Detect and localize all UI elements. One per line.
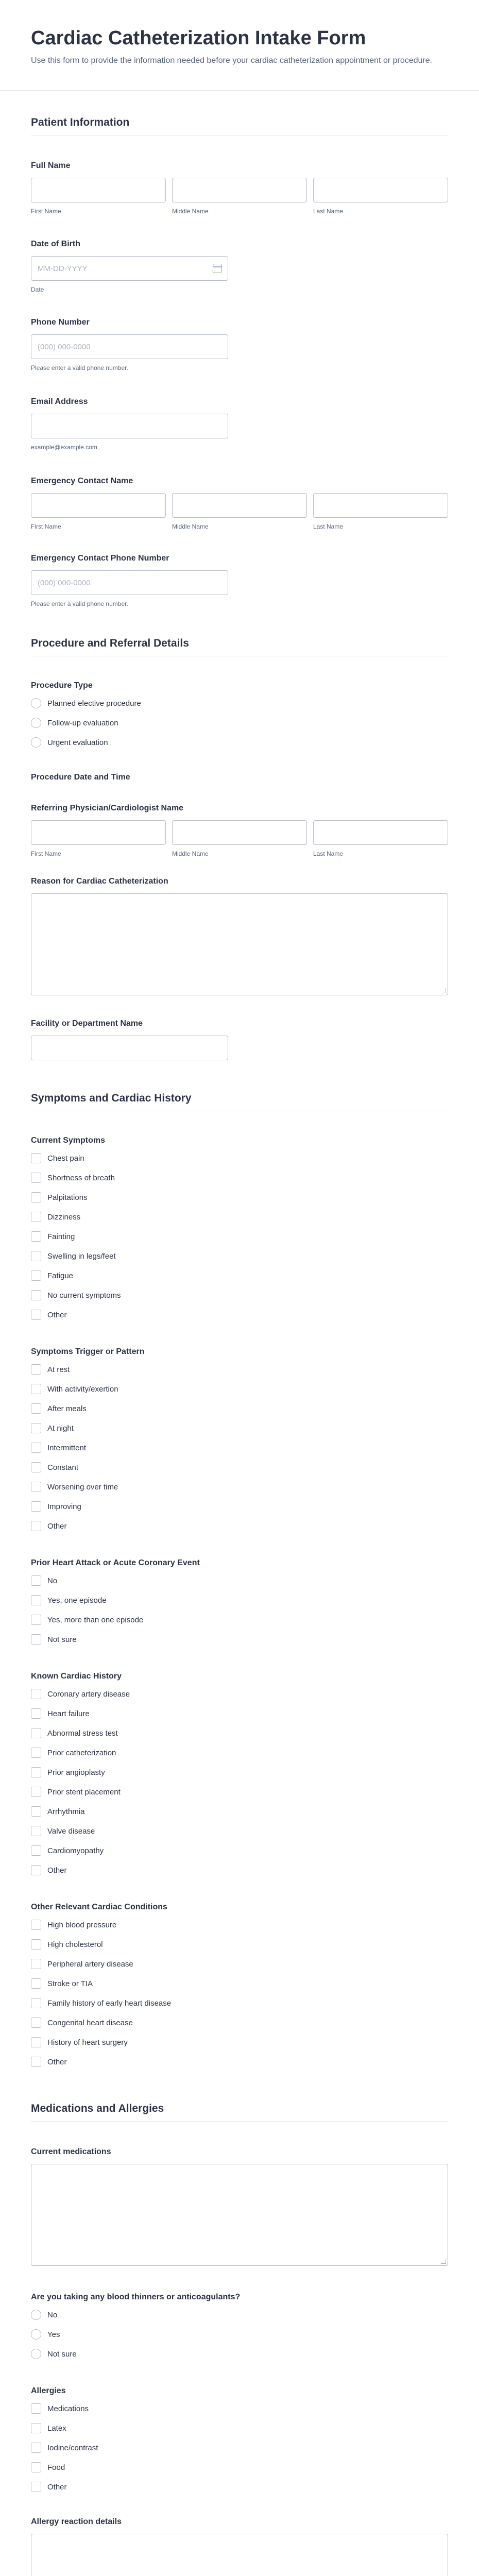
option-label: Urgent evaluation bbox=[47, 738, 108, 747]
current-symptoms-question bbox=[31, 1111, 448, 1325]
section-title-procedure: Procedure and Referral Details bbox=[31, 637, 448, 656]
email-input[interactable] bbox=[31, 414, 228, 438]
current-meds-label: Current medications bbox=[31, 2147, 111, 2157]
checkbox[interactable] bbox=[31, 1290, 41, 1300]
checkbox[interactable] bbox=[31, 1634, 41, 1645]
resize-grip-icon[interactable] bbox=[441, 2259, 446, 2264]
conditions-question bbox=[31, 1880, 448, 2072]
referring-middle-name-input[interactable] bbox=[172, 820, 307, 845]
condition-option[interactable] bbox=[31, 1954, 448, 1974]
trigger-option[interactable] bbox=[31, 1438, 448, 1458]
checkbox[interactable] bbox=[31, 1865, 41, 1875]
history-question bbox=[31, 1649, 448, 1880]
history-label: Known Cardiac History bbox=[31, 1672, 122, 1681]
allergy-option[interactable] bbox=[31, 2438, 448, 2458]
condition-option[interactable] bbox=[31, 1993, 448, 2013]
trigger-label: Symptoms Trigger or Pattern bbox=[31, 1347, 145, 1357]
option-label: Chest pain bbox=[47, 1154, 84, 1163]
trigger-option[interactable] bbox=[31, 1379, 448, 1399]
procedure-datetime-label: Procedure Date and Time bbox=[31, 773, 130, 782]
referring-last-name-input[interactable] bbox=[313, 820, 448, 845]
option-label: Cardiomyopathy bbox=[47, 1846, 104, 1855]
option-label: High blood pressure bbox=[47, 1920, 117, 1929]
radio-button[interactable] bbox=[31, 737, 41, 748]
option-label: Other bbox=[47, 2482, 67, 2492]
checkbox[interactable] bbox=[31, 1310, 41, 1320]
option-label: Latex bbox=[47, 2424, 66, 2433]
option-label: Stroke or TIA bbox=[47, 1979, 93, 1988]
procedure-type-question bbox=[31, 656, 448, 752]
option-label: Heart failure bbox=[47, 1709, 90, 1718]
meds-section bbox=[0, 2072, 479, 2576]
emergency-phone-question bbox=[31, 530, 448, 607]
trigger-option[interactable] bbox=[31, 1516, 448, 1536]
history-option[interactable] bbox=[31, 1860, 448, 1880]
phone-sublabel: Please enter a valid phone number. bbox=[31, 364, 128, 372]
prior-attack-option[interactable] bbox=[31, 1571, 448, 1590]
dob-label: Date of Birth bbox=[31, 240, 80, 249]
option-label: Family history of early heart disease bbox=[47, 1998, 172, 2008]
current-symptom-option[interactable] bbox=[31, 1266, 448, 1285]
checkbox[interactable] bbox=[31, 2403, 41, 2414]
trigger-option[interactable] bbox=[31, 1497, 448, 1516]
emergency-phone-input[interactable] bbox=[31, 570, 228, 595]
section-title-patient: Patient Information bbox=[31, 116, 448, 135]
option-label: At night bbox=[47, 1423, 74, 1433]
checkbox[interactable] bbox=[31, 1501, 41, 1512]
dob-sublabel: Date bbox=[31, 286, 44, 294]
prior-attack-option[interactable] bbox=[31, 1590, 448, 1610]
phone-question bbox=[31, 293, 448, 371]
referring-last-sublabel: Last Name bbox=[313, 850, 344, 858]
checkbox[interactable] bbox=[31, 1423, 41, 1433]
procedure-type-option[interactable] bbox=[31, 733, 448, 752]
symptoms-section bbox=[0, 1060, 479, 2072]
checkbox[interactable] bbox=[31, 1998, 41, 2008]
emergency-name-label: Emergency Contact Name bbox=[31, 477, 133, 486]
option-label: Other bbox=[47, 1521, 67, 1531]
condition-option[interactable] bbox=[31, 1915, 448, 1935]
thinners-label: Are you taking any blood thinners or anticoagulants? bbox=[31, 2293, 241, 2302]
option-label: Intermittent bbox=[47, 1443, 87, 1452]
option-label: Not sure bbox=[47, 1635, 77, 1644]
checkbox[interactable] bbox=[31, 1443, 41, 1453]
option-label: Arrhythmia bbox=[47, 1807, 85, 1816]
checkbox[interactable] bbox=[31, 2037, 41, 2047]
facility-question bbox=[31, 995, 448, 1060]
current-symptom-option[interactable] bbox=[31, 1285, 448, 1305]
reason-textarea[interactable] bbox=[31, 893, 448, 995]
emergency-phone-sublabel: Please enter a valid phone number. bbox=[31, 600, 128, 608]
dob-input[interactable] bbox=[31, 256, 228, 281]
thinners-question bbox=[31, 2266, 448, 2364]
radio-button[interactable] bbox=[31, 2310, 41, 2320]
checkbox[interactable] bbox=[31, 1482, 41, 1492]
emergency-first-name-input[interactable] bbox=[31, 493, 166, 518]
history-option[interactable] bbox=[31, 1684, 448, 1704]
radio-button[interactable] bbox=[31, 718, 41, 728]
checkbox[interactable] bbox=[31, 1384, 41, 1394]
checkbox[interactable] bbox=[31, 2018, 41, 2028]
emergency-name-question bbox=[31, 451, 448, 530]
condition-option[interactable] bbox=[31, 2013, 448, 2032]
referring-first-name-input[interactable] bbox=[31, 820, 166, 845]
trigger-option[interactable] bbox=[31, 1399, 448, 1418]
option-label: Not sure bbox=[47, 2349, 77, 2359]
checkbox[interactable] bbox=[31, 1575, 41, 1586]
option-label: Abnormal stress test bbox=[47, 1728, 118, 1738]
checkbox[interactable] bbox=[31, 2423, 41, 2433]
option-label: Follow-up evaluation bbox=[47, 718, 118, 727]
facility-input[interactable] bbox=[31, 1036, 228, 1060]
trigger-option[interactable] bbox=[31, 1418, 448, 1438]
option-label: History of heart surgery bbox=[47, 2038, 128, 2047]
checkbox[interactable] bbox=[31, 1787, 41, 1797]
current-symptom-option[interactable] bbox=[31, 1188, 448, 1207]
prior-attack-question bbox=[31, 1536, 448, 1649]
checkbox[interactable] bbox=[31, 1920, 41, 1930]
option-label: Valve disease bbox=[47, 1826, 95, 1836]
referring-first-sublabel: First Name bbox=[31, 850, 61, 858]
current-symptom-option[interactable] bbox=[31, 1168, 448, 1188]
history-option[interactable] bbox=[31, 1704, 448, 1723]
option-label: Worsening over time bbox=[47, 1482, 118, 1492]
current-symptom-option[interactable] bbox=[31, 1207, 448, 1227]
allergy-option[interactable] bbox=[31, 2477, 448, 2497]
current-meds-textarea[interactable] bbox=[31, 2164, 448, 2266]
history-option[interactable] bbox=[31, 1743, 448, 1762]
emergency-middle-name-input[interactable] bbox=[172, 493, 307, 518]
checkbox[interactable] bbox=[31, 1173, 41, 1183]
checkbox[interactable] bbox=[31, 1251, 41, 1261]
form-description: Use this form to provide the information needed before your cardiac catheterization appointment or procedure. bbox=[31, 56, 433, 65]
allergies-question bbox=[31, 2364, 448, 2497]
checkbox[interactable] bbox=[31, 1959, 41, 1969]
form-header bbox=[0, 0, 479, 91]
current-symptom-option[interactable] bbox=[31, 1246, 448, 1266]
conditions-label: Other Relevant Cardiac Conditions bbox=[31, 1903, 167, 1912]
reaction-label: Allergy reaction details bbox=[31, 2517, 122, 2527]
current-symptom-option[interactable] bbox=[31, 1148, 448, 1168]
checkbox[interactable] bbox=[31, 1708, 41, 1719]
checkbox[interactable] bbox=[31, 1595, 41, 1605]
option-label: Other bbox=[47, 2057, 67, 2066]
first-name-input[interactable] bbox=[31, 178, 166, 202]
option-label: High cholesterol bbox=[47, 1940, 103, 1949]
checkbox[interactable] bbox=[31, 1364, 41, 1375]
checkbox[interactable] bbox=[31, 1192, 41, 1202]
checkbox[interactable] bbox=[31, 1270, 41, 1281]
option-label: Planned elective procedure bbox=[47, 699, 141, 708]
middle-name-input[interactable] bbox=[172, 178, 307, 202]
procedure-section bbox=[0, 607, 479, 1060]
option-label: Congenital heart disease bbox=[47, 2018, 133, 2027]
condition-option[interactable] bbox=[31, 2052, 448, 2072]
checkbox[interactable] bbox=[31, 1462, 41, 1472]
checkbox[interactable] bbox=[31, 2462, 41, 2472]
checkbox[interactable] bbox=[31, 1767, 41, 1777]
phone-input[interactable] bbox=[31, 334, 228, 359]
option-label: Other bbox=[47, 1310, 67, 1319]
trigger-option[interactable] bbox=[31, 1477, 448, 1497]
option-label: Prior angioplasty bbox=[47, 1768, 105, 1777]
checkbox[interactable] bbox=[31, 2443, 41, 2453]
email-label: Email Address bbox=[31, 397, 88, 406]
option-label: Medications bbox=[47, 2404, 89, 2413]
referring-label: Referring Physician/Cardiologist Name bbox=[31, 804, 184, 813]
procedure-datetime-question bbox=[31, 752, 448, 782]
reaction-question bbox=[31, 2497, 448, 2576]
option-label: No bbox=[47, 2310, 58, 2319]
checkbox[interactable] bbox=[31, 1689, 41, 1699]
email-question bbox=[31, 371, 448, 451]
history-option[interactable] bbox=[31, 1762, 448, 1782]
form-title: Cardiac Catheterization Intake Form bbox=[31, 27, 366, 49]
thinners-option[interactable] bbox=[31, 2325, 448, 2344]
allergy-option[interactable] bbox=[31, 2418, 448, 2438]
option-label: Dizziness bbox=[47, 1212, 81, 1222]
trigger-question bbox=[31, 1325, 448, 1536]
resize-grip-icon[interactable] bbox=[441, 988, 446, 993]
reason-question bbox=[31, 857, 448, 995]
checkbox[interactable] bbox=[31, 1403, 41, 1414]
radio-button[interactable] bbox=[31, 698, 41, 708]
option-label: At rest bbox=[47, 1365, 70, 1374]
checkbox[interactable] bbox=[31, 1615, 41, 1625]
option-label: Fainting bbox=[47, 1232, 75, 1241]
middle-name-sublabel: Middle Name bbox=[172, 208, 209, 215]
option-label: Prior catheterization bbox=[47, 1748, 116, 1757]
referring-question bbox=[31, 789, 448, 857]
history-option[interactable] bbox=[31, 1723, 448, 1743]
option-label: Other bbox=[47, 1866, 67, 1875]
procedure-type-option[interactable] bbox=[31, 693, 448, 713]
emergency-last-sublabel: Last Name bbox=[313, 523, 344, 531]
dob-question bbox=[31, 215, 448, 293]
procedure-type-label: Procedure Type bbox=[31, 681, 93, 690]
trigger-option[interactable] bbox=[31, 1458, 448, 1477]
option-label: Peripheral artery disease bbox=[47, 1959, 133, 1969]
checkbox[interactable] bbox=[31, 2482, 41, 2492]
current-symptom-option[interactable] bbox=[31, 1305, 448, 1325]
checkbox[interactable] bbox=[31, 1939, 41, 1950]
checkbox[interactable] bbox=[31, 1521, 41, 1531]
phone-label: Phone Number bbox=[31, 318, 90, 327]
radio-button[interactable] bbox=[31, 2329, 41, 2340]
referring-middle-sublabel: Middle Name bbox=[172, 850, 209, 858]
section-title-symptoms: Symptoms and Cardiac History bbox=[31, 1092, 448, 1111]
option-label: Yes, one episode bbox=[47, 1596, 107, 1605]
emergency-phone-label: Emergency Contact Phone Number bbox=[31, 554, 169, 563]
history-option[interactable] bbox=[31, 1802, 448, 1821]
condition-option[interactable] bbox=[31, 1974, 448, 1993]
option-label: Food bbox=[47, 2463, 65, 2472]
allergy-option[interactable] bbox=[31, 2399, 448, 2418]
option-label: With activity/exertion bbox=[47, 1384, 118, 1394]
option-label: After meals bbox=[47, 1404, 87, 1413]
history-option[interactable] bbox=[31, 1821, 448, 1841]
full-name-question bbox=[31, 135, 448, 215]
patient-section bbox=[0, 91, 479, 607]
facility-label: Facility or Department Name bbox=[31, 1019, 143, 1028]
option-label: Improving bbox=[47, 1502, 81, 1511]
option-label: Yes bbox=[47, 2330, 60, 2339]
option-label: Prior stent placement bbox=[47, 1787, 121, 1797]
reason-label: Reason for Cardiac Catheterization bbox=[31, 877, 168, 886]
last-name-input[interactable] bbox=[313, 178, 448, 202]
checkbox[interactable] bbox=[31, 1978, 41, 1989]
current-symptoms-label: Current Symptoms bbox=[31, 1136, 106, 1145]
section-title-meds: Medications and Allergies bbox=[31, 2103, 448, 2122]
checkbox[interactable] bbox=[31, 1153, 41, 1163]
allergy-option[interactable] bbox=[31, 2458, 448, 2477]
allergies-label: Allergies bbox=[31, 2386, 66, 2396]
checkbox[interactable] bbox=[31, 2057, 41, 2067]
checkbox[interactable] bbox=[31, 1806, 41, 1817]
condition-option[interactable] bbox=[31, 1935, 448, 1954]
checkbox[interactable] bbox=[31, 1826, 41, 1836]
option-label: Iodine/contrast bbox=[47, 2443, 98, 2452]
full-name-label: Full Name bbox=[31, 161, 71, 171]
thinners-option[interactable] bbox=[31, 2344, 448, 2364]
condition-option[interactable] bbox=[31, 2032, 448, 2052]
option-label: Palpitations bbox=[47, 1193, 88, 1202]
history-option[interactable] bbox=[31, 1841, 448, 1860]
option-label: Fatigue bbox=[47, 1271, 74, 1280]
option-label: Shortness of breath bbox=[47, 1173, 115, 1182]
first-name-sublabel: First Name bbox=[31, 208, 61, 215]
last-name-sublabel: Last Name bbox=[313, 208, 344, 215]
emergency-first-sublabel: First Name bbox=[31, 523, 61, 531]
checkbox[interactable] bbox=[31, 1748, 41, 1758]
checkbox[interactable] bbox=[31, 1728, 41, 1738]
emergency-middle-sublabel: Middle Name bbox=[172, 523, 209, 531]
option-label: Yes, more than one episode bbox=[47, 1615, 144, 1624]
option-label: Constant bbox=[47, 1463, 79, 1472]
option-label: No bbox=[47, 1576, 58, 1585]
prior-attack-option[interactable] bbox=[31, 1610, 448, 1630]
emergency-last-name-input[interactable] bbox=[313, 493, 448, 518]
reaction-textarea[interactable] bbox=[31, 2534, 448, 2576]
calendar-icon[interactable] bbox=[213, 264, 222, 273]
prior-attack-label: Prior Heart Attack or Acute Coronary Event bbox=[31, 1558, 200, 1568]
procedure-type-option[interactable] bbox=[31, 713, 448, 733]
current-meds-question bbox=[31, 2122, 448, 2266]
checkbox[interactable] bbox=[31, 1845, 41, 1856]
option-label: Swelling in legs/feet bbox=[47, 1251, 116, 1261]
checkbox[interactable] bbox=[31, 1212, 41, 1222]
prior-attack-option[interactable] bbox=[31, 1630, 448, 1649]
option-label: Coronary artery disease bbox=[47, 1689, 130, 1699]
option-label: No current symptoms bbox=[47, 1291, 121, 1300]
trigger-option[interactable] bbox=[31, 1360, 448, 1379]
radio-button[interactable] bbox=[31, 2349, 41, 2359]
checkbox[interactable] bbox=[31, 1231, 41, 1242]
email-sublabel: example@example.com bbox=[31, 444, 97, 451]
history-option[interactable] bbox=[31, 1782, 448, 1802]
current-symptom-option[interactable] bbox=[31, 1227, 448, 1246]
thinners-option[interactable] bbox=[31, 2305, 448, 2325]
